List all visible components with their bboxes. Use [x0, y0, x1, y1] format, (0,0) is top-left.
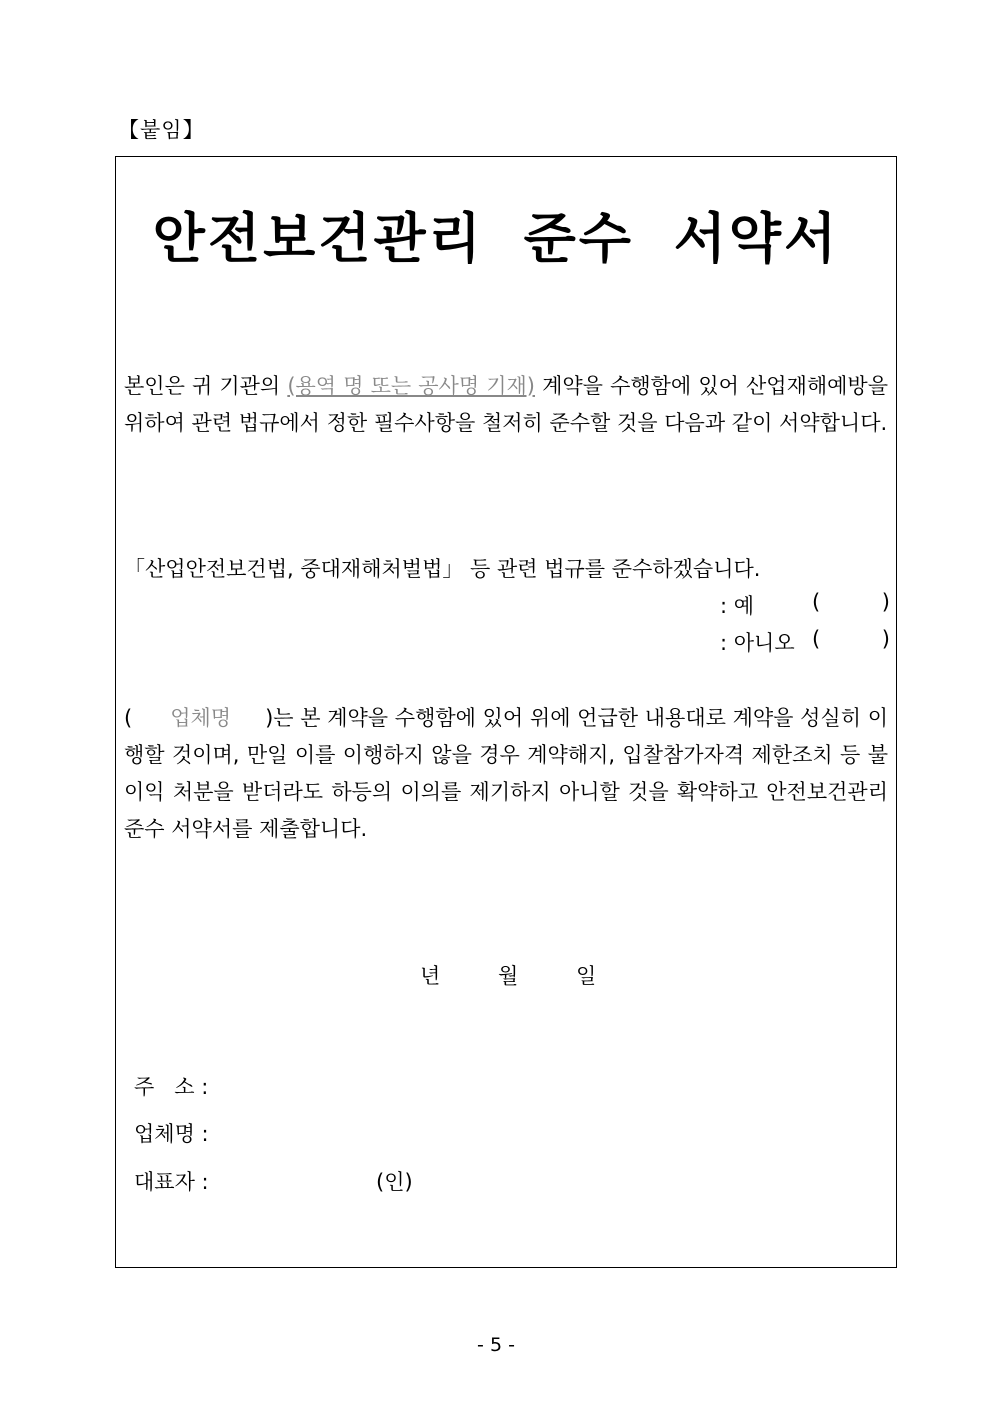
option-yes-checkbox[interactable] [812, 590, 890, 614]
representative-label: 대표자 : [134, 1170, 209, 1194]
company-label: 업체명 : [134, 1122, 209, 1146]
intro-rest: 계약을 수행함에 있어 산업재해예방을 위하여 관련 법규에서 정한 필수사항을 철저히 준수할 것을 다음과 같이 서약합니다. [124, 374, 888, 435]
option-no-checkbox[interactable] [812, 627, 890, 651]
intro-lead: 본인은 귀 기관의 [124, 374, 288, 398]
seal-mark: (인) [376, 1170, 413, 1194]
paren-close: ) [881, 590, 890, 614]
intro-paragraph [124, 368, 888, 442]
service-name-placeholder: (용역 명 또는 공사명 기재) [287, 374, 535, 398]
option-yes-label: : 예 [720, 594, 755, 618]
date-line [420, 960, 596, 990]
paren-open: ( [812, 627, 821, 651]
pledge-paragraph [124, 700, 888, 848]
date-year-label: 년 [420, 964, 441, 988]
option-no-label: : 아니오 [720, 631, 795, 655]
company-name-placeholder: 업체명 [170, 706, 232, 730]
pledge-open-paren: ( [124, 706, 133, 730]
compliance-statement: 「산업안전보건법, 중대재해처벌법」 등 관련 법규를 준수하겠습니다. [124, 557, 761, 581]
page-number: - 5 - [477, 1334, 515, 1356]
pledge-text: )는 본 계약을 수행함에 있어 위에 언급한 내용대로 계약을 성실히 이행할 것이며, 만일 이를 이행하지 않을 경우 계약해지, 입찰참가자격 제한조치 등 불이익 처분을 받더라도 하등의 이의를 제기하지 아니할 것을 확약하고 안전보건관리 준수 서약서를 제출합니다. [124, 706, 888, 841]
paren-open: ( [812, 590, 821, 614]
page-title: 안전보건관리 준수 서약서 [152, 207, 840, 270]
address-label: 주 소 : [134, 1075, 209, 1099]
attachment-tag: 【붙임】 [118, 118, 205, 142]
paren-close: ) [881, 627, 890, 651]
date-month-label: 월 [498, 964, 519, 988]
date-day-label: 일 [576, 964, 597, 988]
